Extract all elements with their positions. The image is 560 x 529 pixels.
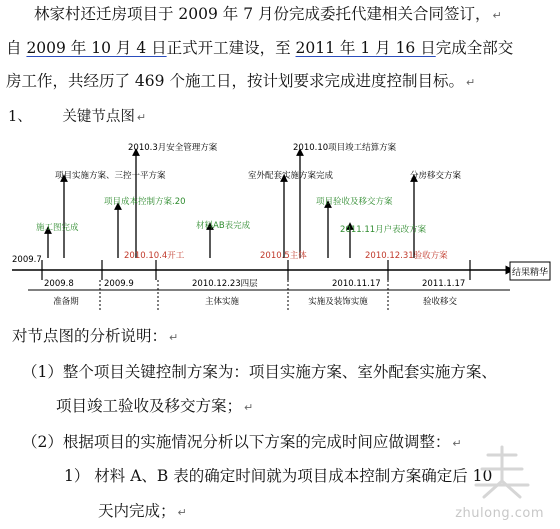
phase-acceptance: 验收移交	[422, 297, 458, 307]
text: 完成全部交	[435, 39, 514, 57]
axis-label-construction-start: 2010.10.4开工	[124, 251, 185, 261]
label-implementation-plan: 项目实施方案、三控一平方案	[55, 171, 166, 181]
return-mark-icon: ↵	[169, 331, 179, 344]
label-handover-plan: 分房移交方案	[410, 171, 462, 181]
below-label-3: 2010.12.23四层	[192, 279, 258, 289]
section-heading	[8, 107, 146, 128]
paragraph-line-2	[6, 38, 513, 58]
analysis-item-1-line-1	[22, 362, 497, 382]
phase-preparation: 准备期	[53, 297, 79, 307]
axis-label-acceptance: 2010.12.31验收方案	[365, 251, 448, 261]
below-label-4: 2010.11.17	[332, 279, 381, 289]
below-label-2: 2009.9	[104, 279, 134, 289]
axis-label-main-structure: 2010.5主体	[260, 251, 307, 261]
label-outdoor-plan: 室外配套实施方案完成	[248, 171, 334, 181]
label-acceptance-plan: 项目验收及移交方案	[316, 197, 393, 207]
analysis-item-1-line-2	[56, 396, 253, 418]
below-label-1: 2009.8	[44, 279, 74, 289]
section-number: 1、	[8, 109, 32, 125]
axis-label-start: 2009.7	[12, 255, 42, 265]
text: 正式开工建设，至	[166, 39, 296, 57]
analysis-heading	[12, 326, 178, 348]
return-mark-icon: ↵	[452, 437, 462, 450]
text: 林家村还迁房项目于 2009 年 7 月份完成委托代建相关合同签订，	[34, 5, 491, 23]
label-meter-plan: 2011.11月户表改方案	[340, 225, 427, 235]
text: 1） 材料 A、B 表的确定时间就为项目成本控制方案确定后 10	[64, 467, 493, 485]
milestone-diagram	[0, 138, 560, 318]
watermark-text: zhulong.com	[455, 506, 544, 521]
date-end: 2011 年 1 月 16 日	[295, 39, 436, 57]
text: （1）整个项目关键控制方案为：项目实施方案、室外配套实施方案、	[22, 363, 497, 381]
paragraph-line-1	[34, 4, 502, 26]
phase-decoration: 实施及装饰实施	[308, 297, 368, 307]
paragraph-line-3	[6, 71, 475, 93]
label-cost-control-plan: 项目成本控制方案.20	[104, 197, 186, 207]
phase-main: 主体实施	[204, 297, 240, 307]
text: 自	[6, 39, 27, 57]
analysis-sub-1-line-1	[64, 466, 492, 486]
return-mark-icon: ↵	[244, 401, 254, 414]
watermark-logo-icon	[458, 441, 546, 507]
analysis-sub-1-line-2	[98, 501, 187, 523]
label-settlement-plan: 2010.10项目竣工结算方案	[293, 143, 397, 153]
section-title: 关键节点图	[62, 109, 135, 125]
text: 项目竣工验收及移交方案；	[56, 397, 243, 415]
return-mark-icon: ↵	[136, 111, 147, 124]
text: （2）根据项目的实施情况分析以下方案的完成时间应做调整：	[22, 433, 451, 451]
analysis-item-2	[22, 432, 462, 454]
return-mark-icon: ↵	[492, 9, 502, 22]
text: 天内完成；	[98, 502, 176, 520]
below-label-5: 2011.1.17	[422, 279, 466, 289]
text: 对节点图的分析说明：	[12, 327, 168, 345]
end-box-label: 结果精华	[511, 268, 549, 278]
label-drawings-complete: 施工图完成	[36, 223, 79, 233]
return-mark-icon: ↵	[177, 506, 187, 519]
label-safety-plan: 2010.3月安全管理方案	[128, 143, 218, 153]
date-start: 2009 年 10 月 4 日	[26, 39, 167, 57]
text: 房工作，共经历了 469 个施工日，按计划要求完成进度控制目标。	[6, 72, 464, 90]
return-mark-icon: ↵	[465, 76, 476, 89]
label-material-table: 材料AB表完成	[196, 221, 251, 231]
